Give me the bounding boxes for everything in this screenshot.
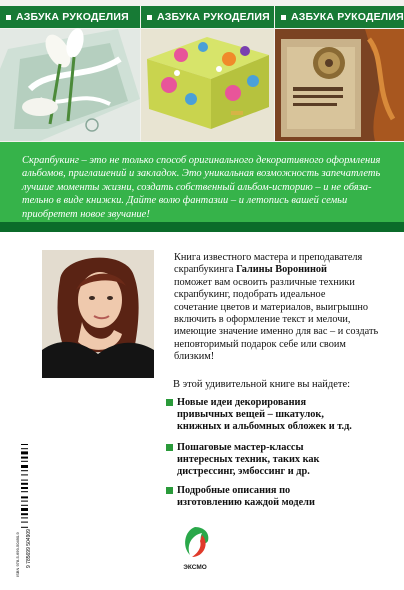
barcode-bar (21, 527, 28, 528)
divider-band (0, 222, 404, 232)
feature-item: Новые идеи декорирования привычных вещей – шкатулок, книжных и альбомных обложек и т.д. (166, 397, 396, 434)
square-icon (6, 15, 11, 20)
barcode-bar (21, 480, 28, 481)
series-label-1: АЗБУКА РУКОДЕЛИЯ (0, 6, 140, 28)
barcode-bar (21, 505, 28, 506)
barcode-bar (21, 465, 28, 468)
intro-line: альбомов, приглашений и закладок. Это уникальная возможность запечатлеть (22, 168, 381, 180)
intro-text (22, 154, 388, 221)
intro-line: лучшие моменты жизни, создать собственный альбом-историю – и не обяза- (22, 181, 372, 193)
barcode-bar (21, 513, 28, 515)
description-line: близким! (174, 351, 215, 363)
author-portrait (42, 250, 154, 378)
author-name: Галины Ворониной (236, 264, 327, 276)
barcode-bar (21, 517, 28, 518)
description-line: скрапбукинга Галины Ворониной (174, 264, 327, 276)
barcode-number: 9 785699 504909 (26, 529, 32, 568)
barcode-bar (21, 487, 28, 489)
isbn-text: ISBN 978-5-699-50490-9 (15, 532, 20, 577)
feature-item: Пошаговые мастер-классы интересных техник, таких как дистрессинг, эмбоссинг и др. (166, 442, 396, 479)
barcode-bar (21, 483, 28, 485)
barcode-bar (21, 448, 28, 449)
features-lead: В этой удивительной книге вы найдете: (173, 379, 351, 390)
series-label-3: АЗБУКА РУКОДЕЛИЯ (275, 6, 404, 28)
publisher-name: ЭКСМО (183, 564, 207, 571)
barcode-bar (21, 508, 28, 511)
barcode-bar (21, 451, 28, 454)
description-line: включить в оформление текст и мелочи, (174, 314, 351, 326)
square-icon (147, 15, 152, 20)
barcode-bar (21, 491, 28, 492)
photo-decorated-box (141, 29, 274, 141)
square-icon (281, 15, 286, 20)
bullet-icon (166, 444, 173, 451)
description-line: сочетание цветов и материалов, выигрышно (174, 301, 369, 313)
barcode-bar (21, 496, 28, 498)
barcode-bar (21, 457, 28, 459)
barcode-bar (21, 501, 28, 502)
barcode-bar (21, 474, 28, 475)
publisher-logo (178, 525, 212, 573)
barcode-bar (21, 444, 28, 445)
book-description (174, 252, 396, 364)
photo-invitation-card (0, 29, 140, 141)
intro-line: Скрапбукинг – это не только способ оригинального декоративного оформления (22, 155, 381, 166)
bullet-icon (166, 399, 173, 406)
isbn-barcode (16, 438, 31, 578)
barcode-bar (21, 522, 28, 523)
series-label-2: АЗБУКА РУКОДЕЛИЯ (141, 6, 274, 28)
intro-line: тельно в виде книжки. Дайте волю фантазии – и летопись вашей семьи (22, 195, 348, 207)
photo-vintage-album (275, 29, 404, 141)
intro-line: приобретет новое звучание! (22, 208, 150, 220)
barcode-bar (21, 461, 28, 462)
description-line: неповторимый подарок себе или своим (174, 338, 346, 350)
description-line: поможет вам освоить различные техники (174, 276, 355, 288)
description-line: Книга известного мастера и преподавателя (174, 252, 363, 263)
description-line: имеющие значение именно для вас – и создать (174, 326, 379, 338)
feature-item: Подробные описания по изготовлению каждой модели (166, 485, 396, 509)
bullet-icon (166, 487, 173, 494)
description-line: скрапбукинг, подобрать идеальное (174, 289, 326, 301)
barcode-bar (21, 470, 28, 471)
